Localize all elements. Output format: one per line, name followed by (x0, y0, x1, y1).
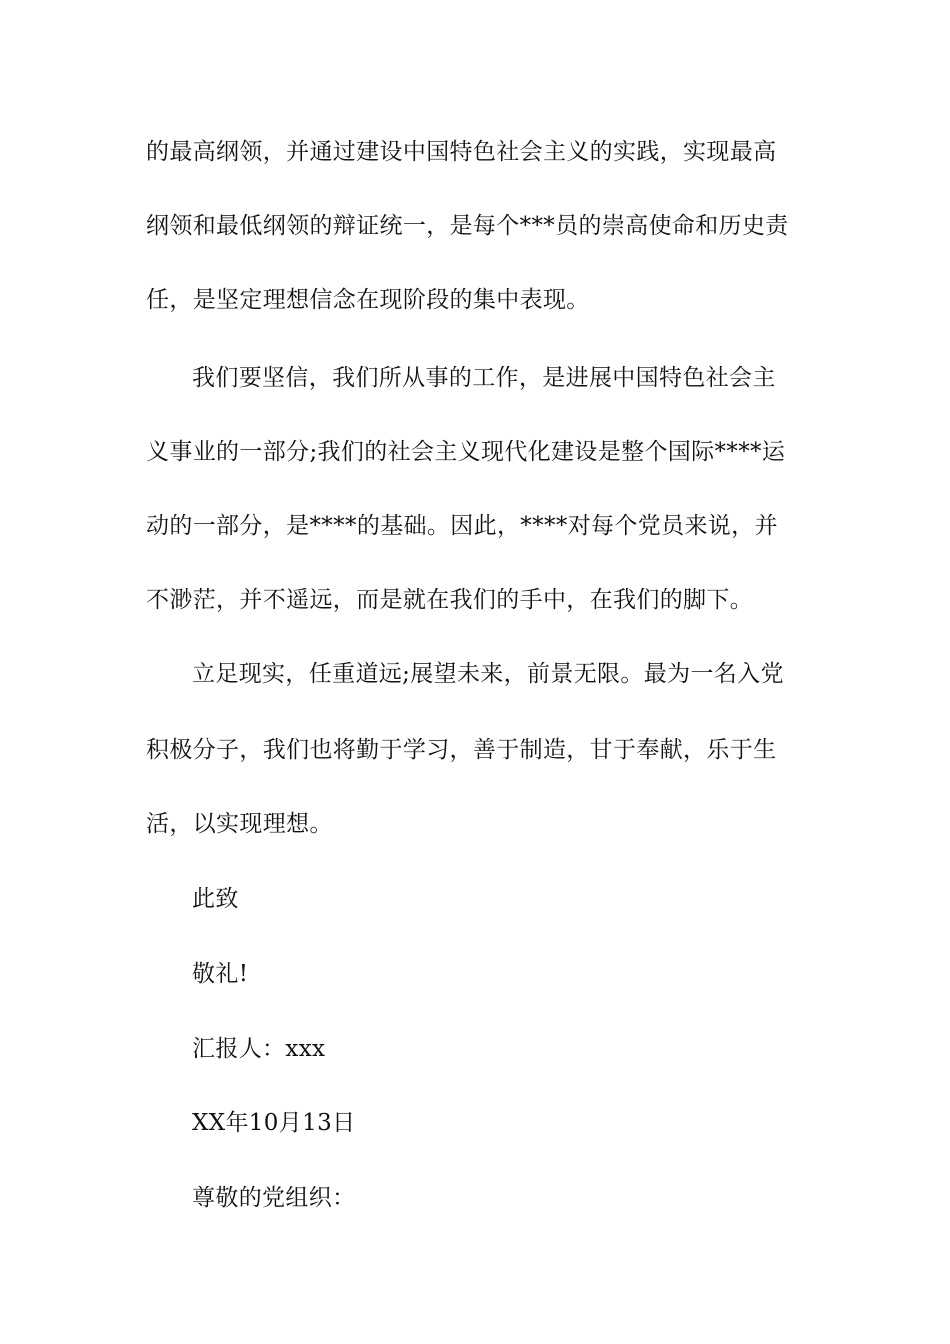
paragraph-2-line-3: 动的一部分，是****的基础。因此，****对每个党员来说，并 (146, 513, 778, 539)
paragraph-2-line-4: 不渺茫，并不遥远，而是就在我们的手中，在我们的脚下。 (146, 587, 754, 613)
paragraph-3-line-2: 积极分子，我们也将勤于学习，善于制造，甘于奉献，乐于生 (146, 737, 777, 763)
paragraph-1-line-2: 纲领和最低纲领的辩证统一，是每个***员的崇高使命和历史责 (146, 213, 789, 239)
greeting-line: 尊敬的党组织： (192, 1185, 356, 1211)
closing-salutation-1: 此致 (192, 886, 239, 912)
paragraph-3-line-3: 活，以实现理想。 (146, 811, 333, 837)
date-line: XX年10月13日 (192, 1110, 356, 1136)
paragraph-1-line-1: 的最高纲领，并通过建设中国特色社会主义的实践，实现最高 (146, 139, 777, 165)
paragraph-2-line-2: 义事业的一部分;我们的社会主义现代化建设是整个国际****运 (146, 439, 786, 465)
paragraph-2-line-1: 我们要坚信，我们所从事的工作，是进展中国特色社会主 (192, 365, 776, 391)
closing-salutation-2: 敬礼! (192, 961, 249, 987)
reporter-line: 汇报人：xxx (192, 1036, 326, 1062)
paragraph-1-line-3: 任，是坚定理想信念在现阶段的集中表现。 (146, 287, 590, 313)
paragraph-3-line-1: 立足现实，任重道远;展望未来，前景无限。最为一名入党 (192, 661, 784, 687)
